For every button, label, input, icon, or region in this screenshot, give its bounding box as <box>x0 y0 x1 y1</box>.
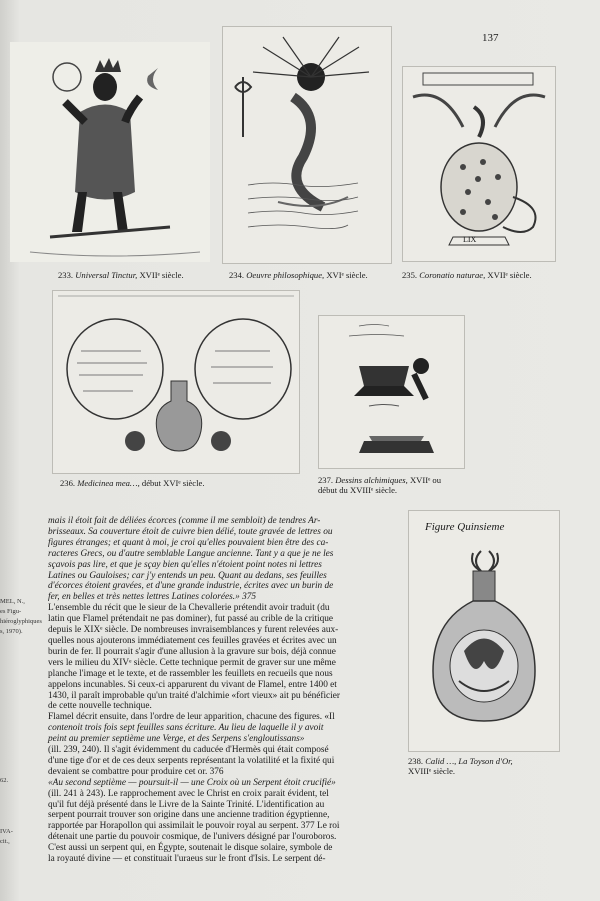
body-line: fer, en belles et très nettes lettres Latines colorées.» 375 <box>48 592 257 603</box>
body-line: brisseaux. Sa couverture étoit de cuivre bien délié, toute gravée de lettres ou <box>48 526 333 537</box>
body-line: Latines ou Gauloises; car j'y entends un peu. Quant au dedans, ses feuilles <box>48 570 327 581</box>
caption-238: 238. Calid …, La Toyson d'Or, XVIIIᵉ siècle. <box>408 756 513 776</box>
body-line: rapportée par Horapollon qui assimilait le pouvoir royal au serpent. 377 Le roi <box>48 821 340 832</box>
margin-note: 62. <box>0 777 9 784</box>
body-line: latin que Flamel prétendait ne pas dominer), fut passé au crible de la critique <box>48 614 334 625</box>
body-line: d'une tige d'or et de ces deux serpents représentant la volatilité et la fixité qui <box>48 755 335 766</box>
figure-238-image <box>408 510 560 752</box>
body-line: burin de fer. Il pourrait s'agir d'une allusion à la gravure sur bois, déjà connue <box>48 646 336 657</box>
body-line: Flamel décrit ensuite, dans l'ordre de leur apparition, chacune des figures. «Il <box>48 712 335 723</box>
body-line: quelles nous ajouterons immédiatement ces feuilles gravées et écrites avec un <box>48 635 337 646</box>
figure-235-banner: LIX <box>463 235 477 244</box>
body-text <box>48 516 398 865</box>
body-line: depuis le XIXᵉ siècle. De nombreuses invraisemblances y furent relevées aux- <box>48 625 339 636</box>
figure-235-image <box>402 66 556 262</box>
body-line: (ill. 239, 240). Il s'agit évidemment du caducée d'Hermès qui était composé <box>48 745 329 756</box>
body-line: détenait une partie du pouvoir cosmique, de l'univers désigné par l'ouroboros. <box>48 832 337 843</box>
body-line: figures étranges; et quant à moi, je croi qu'elles pouvaient bien être des ca- <box>48 537 329 548</box>
figure-236-image <box>52 290 300 474</box>
body-line: devaient se combattre pour produire cet or. 376 <box>48 766 224 777</box>
body-line: serpent pourrait trouver son origine dans une ancienne tradition égyptienne, <box>48 810 330 821</box>
body-line: 1430, il paraît improbable qu'un traité d'alchimie «fort vieux» ait pu bénéficier <box>48 690 340 701</box>
body-line: racteres Grecs, ou d'autre semblable Langue ancienne. Tant y a que je ne les <box>48 548 334 559</box>
body-line: «Au second septième — poursuit-il — une Croix où un Serpent étoit crucifié» <box>48 777 336 788</box>
figure-237-image <box>318 315 465 469</box>
caption-237: 237. Dessins alchimiques, XVIIᵉ ou début du XVIIIᵉ siècle. <box>318 475 442 495</box>
margin-note: s, 1970). <box>0 628 23 635</box>
caption-235: 235. Coronatio naturae, XVIIᵉ siècle. <box>402 270 532 280</box>
body-line: de cette nouvelle technique. <box>48 701 152 712</box>
body-line: peint au premier septième une Verge, et des Serpens s'engloutissans» <box>48 734 305 745</box>
body-line: la royauté divine — et constituait l'uraeus sur le front d'Isis. Le serpent dé- <box>48 854 326 865</box>
page-number: 137 <box>482 32 499 44</box>
margin-note: MEL, N., <box>0 598 25 605</box>
body-line: L'ensemble du récit que le sieur de la Chevallerie prétendit avoir traduit (du <box>48 603 330 614</box>
body-line: qu'il fut déjà présenté dans le Livre de la Sainte Trinité. L'identification au <box>48 799 325 810</box>
body-line: contenoit trois fois sept feuilles sans écriture. Au lieu de laquelle il y avoit <box>48 723 324 734</box>
caption-236: 236. Medicinea mea…, début XVIᵉ siècle. <box>60 478 205 488</box>
caption-234: 234. Oeuvre philosophique, XVIᵉ siècle. <box>229 270 368 280</box>
margin-note: es Figu- <box>0 608 22 615</box>
body-line: (ill. 241 à 243). Le rapprochement avec le Christ en croix parait évident, tel <box>48 788 329 799</box>
margin-note: IVA- <box>0 828 13 835</box>
figure-238-label: Figure Quinsieme <box>425 521 505 533</box>
body-line: mais il étoit fait de déliées écorces (comme il me sembloit) de tendres Ar- <box>48 516 321 526</box>
body-line: C'est aussi un serpent qui, en Égypte, soutenait le disque solaire, symbole de <box>48 843 333 854</box>
margin-note: hiéroglyphiques <box>0 618 42 625</box>
figure-234-image <box>222 26 392 264</box>
body-line: d'écorces étoient gravées, et d'une grande industrie, écrites avec un burin de <box>48 581 334 592</box>
margin-note: cit., <box>0 838 10 845</box>
body-line: planche l'image et le texte, et de rassembler les feuillets en recueils que nous <box>48 668 333 679</box>
body-line: appelons incunables. Si ceux-ci apparurent du vivant de Flamel, entre 1400 et <box>48 679 337 690</box>
figure-233-image <box>10 42 210 262</box>
body-line: vers le milieu du XIVᵉ siècle. Cette technique permit de graver sur une même <box>48 657 336 668</box>
caption-233: 233. Universal Tinctur, XVIIᵉ siècle. <box>58 270 184 280</box>
body-line: sçavois pas lire, et que je sçay bien qu'elles n'étoient point notes ni lettres <box>48 559 322 570</box>
